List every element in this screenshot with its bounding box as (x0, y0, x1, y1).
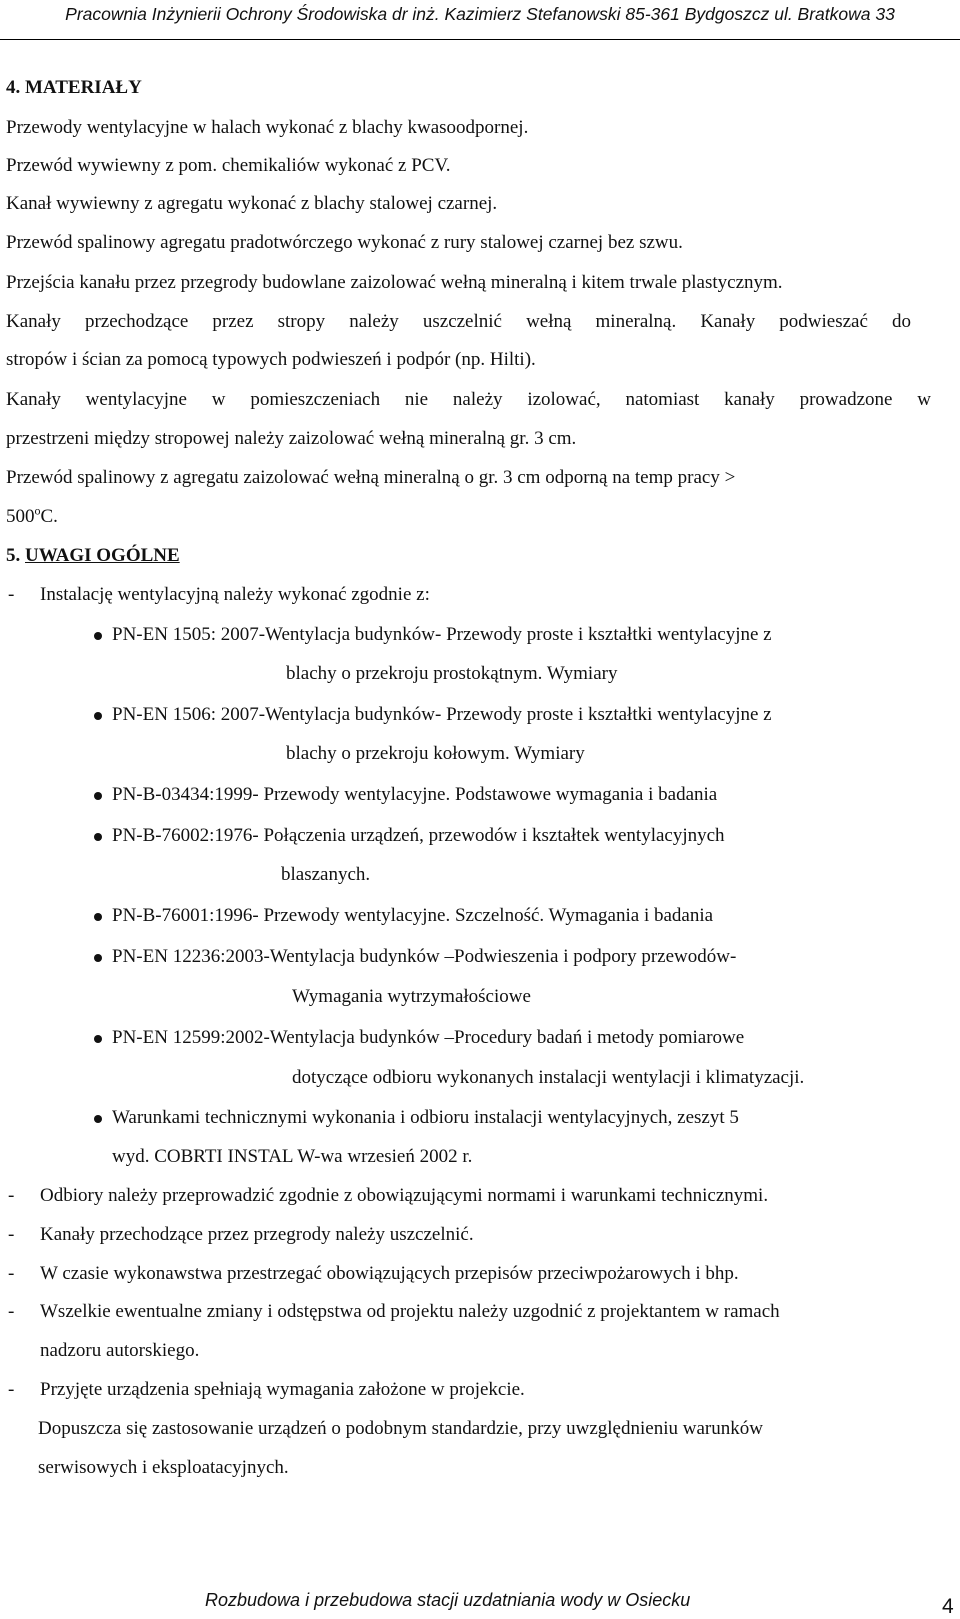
page-footer: Rozbudowa i przebudowa stacji uzdatniania wody w Osiecku (205, 1590, 691, 1610)
paragraph-line: Kanały wentylacyjne w pomieszczeniach nie należy izolować, natomiast kanały prowadzone w (6, 389, 931, 410)
paragraph-line: przestrzeni między stropowej należy zaizolować wełną mineralną gr. 3 cm. (6, 428, 577, 449)
standard-item: Warunkami technicznymi wykonania i odbioru instalacji wentylacyjnych, zeszyt 5 (112, 1107, 739, 1128)
bullet-icon (94, 712, 102, 720)
dash-marker: - (8, 1224, 15, 1245)
paragraph-line: Przewód spalinowy z agregatu zaizolować wełną mineralną o gr. 3 cm odporną na temp pracy > (6, 467, 736, 488)
dash-marker: - (8, 1379, 15, 1400)
standard-item-continuation: blachy o przekroju prostokątnym. Wymiary (286, 663, 618, 684)
note-item: Kanały przechodzące przez przegrody należy uszczelnić. (40, 1224, 474, 1245)
standard-item: PN-B-03434:1999- Przewody wentylacyjne. Podstawowe wymagania i badania (112, 784, 718, 805)
standard-item-continuation: blaszanych. (281, 864, 371, 885)
standard-item: PN-B-76002:1976- Połączenia urządzeń, przewodów i kształtek wentylacyjnych (112, 825, 725, 846)
standard-item-continuation: wyd. COBRTI INSTAL W-wa wrzesień 2002 r. (112, 1146, 473, 1167)
header-divider (0, 39, 960, 40)
degree-superscript: o (34, 503, 41, 518)
paragraph-line: Przewód wywiewny z pom. chemikaliów wykonać z PCV. (6, 155, 451, 176)
paragraph-line: Kanały przechodzące przez stropy należy uszczelnić wełną mineralną. Kanały podwieszać do (6, 311, 911, 332)
standard-item: PN-EN 1506: 2007-Wentylacja budynków- Przewody proste i kształtki wentylacyjne z (112, 704, 772, 725)
bullet-icon (94, 1035, 102, 1043)
standard-item-continuation: Wymagania wytrzymałościowe (292, 986, 531, 1007)
standard-item: PN-EN 12599:2002-Wentylacja budynków –Procedury badań i metody pomiarowe (112, 1027, 745, 1048)
standard-item-continuation: dotyczące odbioru wykonanych instalacji wentylacji i klimatyzacji. (292, 1067, 805, 1088)
standard-item-continuation: blachy o przekroju kołowym. Wymiary (286, 743, 585, 764)
dash-marker: - (8, 1263, 15, 1284)
standard-item: PN-B-76001:1996- Przewody wentylacyjne. Szczelność. Wymagania i badania (112, 905, 714, 926)
temperature-value (6, 503, 58, 528)
bullet-icon (94, 833, 102, 841)
temperature-unit: C. (40, 506, 58, 527)
dash-marker: - (8, 1185, 15, 1206)
standard-item: PN-EN 1505: 2007-Wentylacja budynków- Przewody proste i kształtki wentylacyjne z (112, 624, 772, 645)
section-5-title: UWAGI OGÓLNE (25, 545, 180, 566)
note-item: W czasie wykonawstwa przestrzegać obowiązujących przepisów przeciwpożarowych i bhp. (40, 1263, 739, 1284)
closing-paragraph-line: serwisowych i eksploatacyjnych. (38, 1457, 289, 1478)
temperature-number: 500 (6, 506, 35, 527)
note-item: Przyjęte urządzenia spełniają wymagania założone w projekcie. (40, 1379, 525, 1400)
bullet-icon (94, 954, 102, 962)
dash-marker: - (8, 584, 15, 605)
bullet-icon (94, 632, 102, 640)
note-item: Odbiory należy przeprowadzić zgodnie z obowiązującymi normami i warunkami technicznymi. (40, 1185, 769, 1206)
section-5-heading (6, 545, 180, 567)
paragraph-line: stropów i ścian za pomocą typowych podwieszeń i podpór (np. Hilti). (6, 349, 536, 370)
bullet-icon (94, 1115, 102, 1123)
note-item-continuation: nadzoru autorskiego. (40, 1340, 200, 1361)
paragraph-line: Przewód spalinowy agregatu pradotwórczego wykonać z rury stalowej czarnej bez szwu. (6, 232, 683, 253)
page-header: Pracownia Inżynierii Ochrony Środowiska dr inż. Kazimierz Stefanowski 85-361 Bydgoszcz ul. Bratkowa 33 (65, 4, 895, 24)
section-5-number: 5. (6, 545, 21, 566)
bullet-icon (94, 792, 102, 800)
paragraph-line: Przejścia kanału przez przegrody budowlane zaizolować wełną mineralną i kitem trwale plastycznym. (6, 272, 783, 293)
note-item: Wszelkie ewentualne zmiany i odstępstwa od projektu należy uzgodnić z projektantem w ramach (40, 1301, 780, 1322)
paragraph-line: Przewody wentylacyjne w halach wykonać z blachy kwasoodpornej. (6, 117, 529, 138)
standard-item: PN-EN 12236:2003-Wentylacja budynków –Podwieszenia i podpory przewodów- (112, 946, 737, 967)
intro-line: Instalację wentylacyjną należy wykonać zgodnie z: (40, 584, 430, 605)
paragraph-line: Kanał wywiewny z agregatu wykonać z blachy stalowej czarnej. (6, 193, 498, 214)
page-number: 4 (942, 1595, 954, 1618)
dash-marker: - (8, 1301, 15, 1322)
section-4-title: 4. MATERIAŁY (6, 77, 142, 98)
closing-paragraph-line: Dopuszcza się zastosowanie urządzeń o podobnym standardzie, przy uwzględnieniu warunków (38, 1418, 763, 1439)
bullet-icon (94, 913, 102, 921)
